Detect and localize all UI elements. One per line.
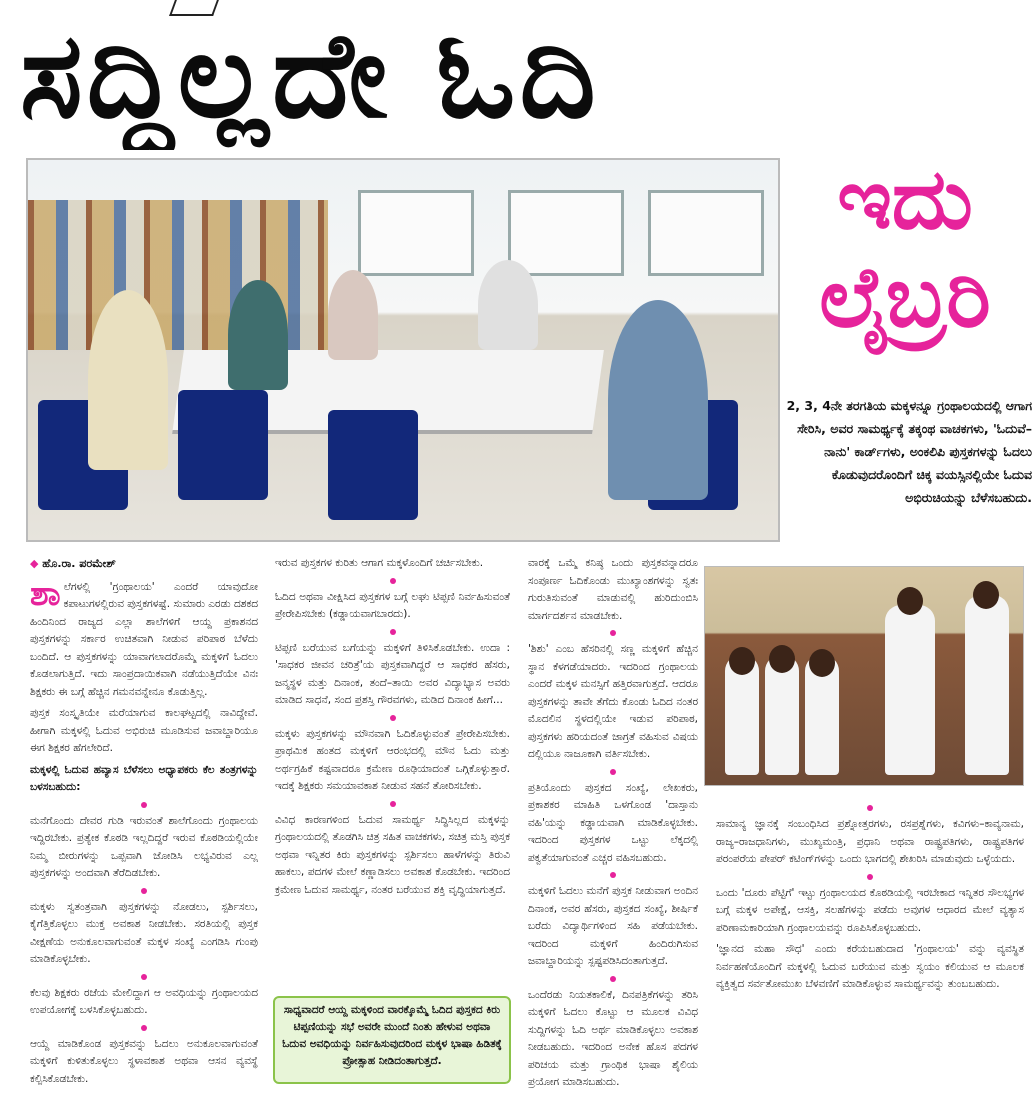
author-name: ಹೊ.ರಾ. ಪರಮೇಶ್ [42, 557, 116, 570]
window [648, 190, 764, 276]
paragraph: 'ಶಿಶು' ಎಂಬ ಹೆಸರಿನಲ್ಲಿ ಸಣ್ಣ ಮಕ್ಕಳಿಗೆ ಹೆಚ್ಚಿನ ಸ್ಥಾನ ಕೆಳಗಡೆಯಾದರು. ಇದರಿಂದ ಗ್ರಂಥಾಲಯ ಎಂದರೆ ಮಕ್ಕಳ ಮನಸ್ಸಿಗೆ ಹತ್ತಿರವಾಗುತ್ತದೆ. ಆದರೂ ಪುಸ್ತಕಗಳನ್ನು ತಾವೇ ತೆಗೆದು ಕೊಂಡು ಓದಿದ ನಂತರ ಮೊದಲಿನ ಸ್ಥಳದಲ್ಲಿಯೇ ಇಡುವ ಪರಿಪಾಠ, ಪುಸ್ತಕಗಳು ಹರಿಯದಂತೆ ಜಾಗ್ರತೆ ವಹಿಸುವ ವಿಷಯ ದಲ್ಲಿಯೂ ನಾಜೂಕಾಗಿ ವರ್ತಿಸಬೇಕು. [528, 643, 698, 760]
photo-caption: 2, 3, 4ನೇ ತರಗತಿಯ ಮಕ್ಕಳನ್ನೂ ಗ್ರಂಥಾಲಯದಲ್ಲಿ ಆಗಾಗ ಸೇರಿಸಿ, ಅವರ ಸಾಮರ್ಥ್ಯಕ್ಕೆ ತಕ್ಕಂಥ ವಾಚಕಗಳು, 'ಓದುವೆ–ನಾನು' ಕಾರ್ಡ್‌ಗಳು, ಅಂಕಲಿಪಿ ಪುಸ್ತಕಗಳನ್ನು ಓದಲು ಕೊಡುವುದರೊಂದಿಗೆ ಚಿಕ್ಕ ವಯಸ್ಸಿನಲ್ಲಿಯೇ ಓದುವ ಅಭಿರುಚಿಯನ್ನು ಬೆಳೆಸಬಹುದು. [786, 398, 1032, 505]
paragraph: ಒಂದು 'ದೂರು ಪೆಟ್ಟಿಗೆ' ಇಟ್ಟು ಗ್ರಂಥಾಲಯದ ಕೊಠಡಿಯಲ್ಲಿ ಇರಬೇಕಾದ ಇನ್ನಿತರ ಸೌಲಭ್ಯಗಳ ಬಗ್ಗೆ ಮಕ್ಕಳ ಅಪೇಕ್ಷೆ, ಆಸಕ್ತಿ, ಸಲಹೆಗಳನ್ನು ಪಡೆದು ಅವುಗಳ ಆಧಾರದ ಮೇಲೆ ವ್ಯತ್ಯಾಸ ಪರಿಣಾಮಕಾರಿಯಾಗಿ ಗ್ರಂಥಾಲಯವನ್ನು ರೂಪಿಸಿಕೊಳ್ಳಬಹುದು. [716, 886, 1024, 934]
chair [178, 390, 268, 500]
paragraph: ಆಯ್ದೆ ಮಾಡಿಕೊಂಡ ಪುಸ್ತಕವನ್ನು ಓದಲು ಅನುಕೂಲವಾಗುವಂತೆ ಮಕ್ಕಳಿಗೆ ಕುಳಿತುಕೊಳ್ಳಲು ಸ್ಥಳಾವಕಾಶ ಅಥವಾ ಆಸನ ವ್ಯವಸ್ಥೆ ಕಲ್ಪಿಸಿಕೊಡಬೇಕು. [30, 1037, 258, 1085]
person [608, 300, 708, 500]
bullet-icon [141, 802, 147, 808]
bullet-icon [867, 805, 873, 811]
paragraph: ಪುಸ್ತಕ ಸಂಸ್ಕೃತಿಯೇ ಮರೆಯಾಗುವ ಕಾಲಘಟ್ಟದಲ್ಲಿ ನಾವಿದ್ದೇವೆ. ಹೀಗಾಗಿ ಮಕ್ಕಳಲ್ಲಿ ಓದುವ ಅಭಿರುಚಿ ಮೂಡಿಸುವ ಜವಾಬ್ದಾರಿಯೂ ಈಗ ಶಿಕ್ಷಕರ ಹೆಗಲೇರಿದೆ. [30, 707, 258, 754]
paragraph: ವಿವಿಧ ಕಾರಣಗಳಿಂದ ಓದುವ ಸಾಮರ್ಥ್ಯ ಸಿದ್ಧಿಸಿಲ್ಲದ ಮಕ್ಕಳನ್ನು ಗ್ರಂಥಾಲಯದಲ್ಲಿ ತೊಡಗಿಸಿ ಚಿತ್ರ ಸಹಿತ ವಾಚಕಗಳು, ಸಚಿತ್ರ ಮಸ್ತಿ ಪುಸ್ತಕ ಅಥವಾ ಇನ್ನಿತರ ಕಿರು ಪುಸ್ತಕಗಳನ್ನು ಸ್ಪರ್ಶಿಸಲು ಹಾಳೆಗಳನ್ನು ತಿರುವಿ ಹಾಕಲು, ಪದಗಳ ಮೇಲೆ ಕಣ್ಣಾಡಿಸಲು ಅವಕಾಶ ಕೊಡಬೇಕು. ಇದರಿಂದ ಕ್ರಮೇಣ ಓದುವ ಸಾಮರ್ಥ್ಯ, ನಂತರ ಬರೆಯುವ ಶಕ್ತಿ ವೃದ್ಧಿಯಾಗುತ್ತದೆ. [275, 813, 510, 896]
window [358, 190, 474, 276]
subheadline-line-1: ಇದು [837, 150, 973, 248]
paragraph: ಓದಿದ ಅಥವಾ ವೀಕ್ಷಿಸಿದ ಪುಸ್ತಕಗಳ ಬಗ್ಗೆ ಲಘು ಟಿಪ್ಪಣಿ ನಿರ್ವಹಿಸುವಂತೆ ಪ್ರೇರೇಪಿಸಬೇಕು (ಕಡ್ಡಾಯವಾಗಬಾರದು). [275, 590, 510, 620]
child-head [729, 647, 755, 675]
paragraph: ಒಂದೆರಡು ನಿಯತಕಾಲಿಕೆ, ದಿನಪತ್ರಿಕೆಗಳನ್ನು ತರಿಸಿ ಮಕ್ಕಳಿಗೆ ಓದಲು ಕೊಟ್ಟು ಆ ಮೂಲಕ ವಿವಿಧ ಸುದ್ದಿಗಳನ್ನು ಓದಿ ಅರ್ಥ ಮಾಡಿಕೊಳ್ಳಲು ಅವಕಾಶ ನೀಡಬಹುದು. ಇದರಿಂದ ಅನೇಕ ಹೊಸ ಪದಗಳ ಪರಿಚಯ ಮತ್ತು ಗ್ರಾಂಥಿಕ ಭಾಷಾ ಶೈಲಿಯ ಪ್ರಯೋಗ ಮಾಡಿಸಬಹುದು. [528, 988, 698, 1088]
highlight-box: ಸಾಧ್ಯವಾದರೆ ಆಯ್ದ ಮಕ್ಕಳಿಂದ ವಾರಕ್ಕೊಮ್ಮೆ ಓದಿದ ಪುಸ್ತಕದ ಕಿರು ಟಿಪ್ಪಣಿಯನ್ನು ಸಭೆ ಅವರೇ ಮುಂದೆ ನಿಂತು ಹೇಳುವ ಅಥವಾ ಓದುವ ಅವಧಿಯನ್ನು ನಿರ್ವಹಿಸುವುದರಿಂದ ಮಕ್ಕಳ ಭಾಷಾ ಹಿಡಿತಕ್ಕೆ ಪ್ರೋತ್ಸಾಹ ನೀಡಿದಂತಾಗುತ್ತದೆ. [273, 996, 511, 1084]
paragraph: ಕೆಲವು ಶಿಕ್ಷಕರು ರಜೆಯ ಮೇಲಿದ್ದಾಗ ಆ ಅವಧಿಯನ್ನು ಗ್ರಂಥಾಲಯದ ಉಪಯೋಗಕ್ಕೆ ಬಳಸಿಕೊಳ್ಳಬಹುದು. [30, 986, 258, 1016]
window [508, 190, 624, 276]
bullet-icon [390, 578, 396, 584]
column-4 [716, 800, 1024, 998]
column-1 [30, 555, 258, 1092]
teacher-head [973, 581, 999, 609]
bullet-icon [390, 629, 396, 635]
paragraph: ಪ್ರತಿಯೊಂದು ಪುಸ್ತಕದ ಸಂಖ್ಯೆ, ಲೇಖಕರು, ಪ್ರಕಾಶಕರ ಮಾಹಿತಿ ಒಳಗೊಂಡ 'ದಾಸ್ತಾನು ವಹಿ'ಯನ್ನು ಕಡ್ಡಾಯವಾಗಿ ಮಾಡಿಕೊಳ್ಳಬೇಕು. ಇದರಿಂದ ಪುಸ್ತಕಗಳ ಒಟ್ಟು ಲೆಕ್ಕದಲ್ಲಿ ಪಕ್ವತೆಯಾಗುವಂತೆ ಎಚ್ಚರ ವಹಿಸಬಹುದು. [528, 781, 698, 864]
bullet-icon [610, 769, 616, 775]
bullet-icon [867, 874, 873, 880]
person [478, 260, 538, 350]
subheadline-line-2: ಲೈಬ್ರರಿ [819, 248, 991, 346]
paragraph: ಸಾಮಾನ್ಯ ಜ್ಞಾನಕ್ಕೆ ಸಂಬಂಧಿಸಿದ ಪ್ರಶ್ನೋತ್ತರಗಳು, ರಸಪ್ರಶ್ನೆಗಳು, ಕವಿಗಳು–ಕಾವ್ಯನಾಮ, ರಾಜ್ಯ–ರಾಜಧಾನಿಗಳು, ಮುಖ್ಯಮಂತ್ರಿ, ಪ್ರಧಾನಿ ಅಥವಾ ರಾಷ್ಟ್ರಪತಿಗಳು, ರಾಷ್ಟ್ರಪತಿಗಳ ಪರಂಪರೆಯ ಪೇಪರ್ ಕಟಿಂಗ್‌ಗಳನ್ನು ಒಂದು ಭಾಗದಲ್ಲಿ ಶೇಖರಿಸಿ ಮಾಡುವುದು ಒಳ್ಳೆಯದು. [716, 818, 1024, 865]
paragraph: ವಾರಕ್ಕೆ ಒಮ್ಮೆ ಕನಿಷ್ಠ ಒಂದು ಪುಸ್ತಕವನ್ನಾದರೂ ಸಂಪೂರ್ಣ ಓದಿಕೊಂಡು ಮುಖ್ಯಾಂಶಗಳನ್ನು ಸ್ವತಃ ಗುರುತಿಸುವಂತೆ ಮಾಡುವಲ್ಲಿ ಹುರಿದುಂಬಿಸಿ ಮಾರ್ಗದರ್ಶನ ಮಾಡಬೇಕು. [528, 557, 698, 622]
paragraph: ಮಕ್ಕಳಿಗೆ ಓದಲು ಮನೆಗೆ ಪುಸ್ತಕ ನೀಡುವಾಗ ಅಂದಿನ ದಿನಾಂಕ, ಅವರ ಹೆಸರು, ಪುಸ್ತಕದ ಸಂಖ್ಯೆ, ಶೀರ್ಷಿಕೆ ಬರೆದು ವಿದ್ಯಾರ್ಥಿಗಳಿಂದ ಸಹಿ ಪಡೆಯಬೇಕು. ಇದರಿಂದ ಮಕ್ಕಳಿಗೆ ಹಿಂದಿರುಗಿಸುವ ಜವಾಬ್ದಾರಿಯನ್ನು ಸ್ಪಷ್ಟಪಡಿಸಿದಂತಾಗುತ್ತದೆ. [528, 885, 698, 967]
column-3 [528, 555, 698, 1096]
page-title: ಸದ್ದಿಲ್ಲದೇ ಓದಿ [20, 6, 600, 144]
paragraph-bold: ಮಕ್ಕಳಲ್ಲಿ ಓದುವ ಹವ್ಯಾಸ ಬೆಳೆಸಲು ಅಧ್ಯಾಪಕರು ಕೆಲ ತಂತ್ರಗಳನ್ನು ಬಳಸಬಹುದು: [30, 763, 258, 793]
paragraph: ಮಕ್ಕಳು ಪುಸ್ತಕಗಳನ್ನು ಮೌನವಾಗಿ ಓದಿಕೊಳ್ಳುವಂತೆ ಪ್ರೇರೇಪಿಸಬೇಕು. ಪ್ರಾಥಮಿಕ ಹಂತದ ಮಕ್ಕಳಿಗೆ ಆರಂಭದಲ್ಲಿ ಮೌನ ಓದು ಮತ್ತು ಅರ್ಥಗ್ರಹಿಕೆ ಕಷ್ಟವಾದರೂ ಕ್ರಮೇಣ ರೂಢಿಯಾದಂತೆ ಒಗ್ಗಿಕೊಳ್ಳುತ್ತಾರೆ. ಇದಕ್ಕೆ ಶಿಕ್ಷಕರು ಸಮಯಾವಕಾಶ ನೀಡುವ ಸಹನೆ ತೋರಿಸಬೇಕು. [275, 727, 510, 792]
paragraph: ಲೆಗಳಲ್ಲಿ 'ಗ್ರಂಥಾಲಯ' ಎಂದರೆ ಯಾವುದೋ ಕಪಾಟುಗಳಲ್ಲಿರುವ ಪುಸ್ತಕಗಳಷ್ಟೆ. ಸುಮಾರು ಎರಡು ದಶಕದ ಹಿಂದಿನಿಂದ ರಾಜ್ಯದ ಎಲ್ಲಾ ಶಾಲೆಗಳಿಗೆ ಆಯ್ದ ಪ್ರಕಾಶನದ ಪುಸ್ತಕಗಳನ್ನು ಸರ್ಕಾರ ಉಚಿತವಾಗಿ ನೀಡುವ ಪರಿಪಾಠ ಬೆಳೆದು ಬಂದಿದೆ. ಆ ಪುಸ್ತಕಗಳನ್ನು ಯಾವಾಗಲಾದರೊಮ್ಮೆ ಮಕ್ಕಳಿಗೆ ಓದಲು ಕೊಡಲಾಗುತ್ತಿದೆ. ಇದು ಸಾಂಪ್ರದಾಯಿಕವಾಗಿ ನಡೆಯುತ್ತಿದೆಯೇ ವಿನಃ ಶಿಕ್ಷಕರು ಈ ಬಗ್ಗೆ ಹೆಚ್ಚಿನ ಗಮನವನ್ನೇನೂ ಕೊಡುತ್ತಿಲ್ಲ. [30, 580, 258, 698]
teacher [885, 605, 935, 775]
chair [328, 410, 418, 520]
paragraph: ಟಿಪ್ಪಣಿ ಬರೆಯುವ ಬಗೆಯನ್ನು ಮಕ್ಕಳಿಗೆ ತಿಳಿಸಿಕೊಡಬೇಕು. ಉದಾ : 'ಸಾಧಕರ ಜೀವನ ಚರಿತ್ರೆ'ಯ ಪುಸ್ತಕವಾಗಿದ್ದರೆ ಆ ಸಾಧಕರ ಹೆಸರು, ಜನ್ಮಸ್ಥಳ ಮತ್ತು ದಿನಾಂಕ, ತಂದೆ–ತಾಯಿ ಅವರ ವಿದ್ಯಾಭ್ಯಾಸ ಅವರು ಮಾಡಿದ ಸಾಧನೆ, ಸಂದ ಪ್ರಶಸ್ತಿ ಗೌರವಗಳು, ಮಡಿದ ದಿನಾಂಕ ಹೀಗೆ... [275, 641, 510, 706]
teacher [965, 595, 1009, 775]
person [328, 270, 378, 360]
bullet-icon [390, 715, 396, 721]
paragraph: ಮನೆಗೊಂದು ದೇವರ ಗುಡಿ ಇರುವಂತೆ ಶಾಲೆಗೊಂದು ಗ್ರಂಥಾಲಯ ಇದ್ದಿರಬೇಕು. ಪ್ರತ್ಯೇಕ ಕೊಠಡಿ ಇಲ್ಲದಿದ್ದರೆ ಇರುವ ಕೊಠಡಿಯಲ್ಲಿಯೇ ನಿಮ್ಮ ಬೀರುಗಳನ್ನು ಒಪ್ಪವಾಗಿ ಜೋಡಿಸಿ ಲಭ್ಯವಿರುವ ಎಲ್ಲ ಪುಸ್ತಕಗಳನ್ನು ಅಂದವಾಗಿ ತೆರೆದಿಡಬೇಕು. [30, 814, 258, 879]
paragraph: 'ಜ್ಞಾನದ ಮಹಾ ಸೌಧ' ಎಂದು ಕರೆಯಬಹುದಾದ 'ಗ್ರಂಥಾಲಯ' ವನ್ನು ವ್ಯವಸ್ಥಿತ ನಿರ್ವಹಣೆಯೊಂದಿಗೆ ಮಕ್ಕಳಲ್ಲಿ ಓದುವ ಬರೆಯುವ ಮತ್ತು ಸ್ವಯಂ ಕಲಿಯುವ ಆ ಮೂಲಕ ವ್ಯಕ್ತಿತ್ವದ ಸರ್ವತೋಮುಖ ಬೆಳವಣಿಗೆ ಮಾಡಿಕೊಳ್ಳುವ ಸಾಮರ್ಥ್ಯವನ್ನು ತುಂಬಬಹುದು. [716, 943, 1024, 990]
child-head [809, 649, 835, 677]
drop-cap: ಶಾ [30, 573, 61, 614]
bullet-icon [390, 801, 396, 807]
paragraph: ಇರುವ ಪುಸ್ತಕಗಳ ಕುರಿತು ಆಗಾಗ ಮಕ್ಕಳೊಂದಿಗೆ ಚರ್ಚಿಸಬೇಕು. [275, 557, 484, 569]
bullet-icon [141, 974, 147, 980]
bullet-icon [141, 888, 147, 894]
column-2 [275, 555, 510, 903]
library-photo [26, 158, 780, 542]
bullet-icon [610, 976, 616, 982]
bullet-icon [610, 872, 616, 878]
bullet-icon [141, 1025, 147, 1031]
subheadline [780, 150, 1030, 346]
paragraph: ಮಕ್ಕಳು ಸ್ವತಂತ್ರವಾಗಿ ಪುಸ್ತಕಗಳನ್ನು ನೋಡಲು, ಸ್ಪರ್ಶಿಸಲು, ಕೈಗೆತ್ತಿಕೊಳ್ಳಲು ಮುಕ್ತ ಅವಕಾಶ ನೀಡಬೇಕು. ಸರತಿಯಲ್ಲಿ ಪುಸ್ತಕ ವೀಕ್ಷಣೆಯ ಅನುಕೂಲವಾಗುವಂತೆ ಮಕ್ಕಳ ಸಂಖ್ಯೆ ಎಂಗಡಿಸಿ ಗುಂಪು ಮಾಡಿಕೊಳ್ಳಬೇಕು. [30, 900, 258, 965]
teacher-head [897, 587, 923, 615]
bullet-icon [610, 630, 616, 636]
children-library-photo [704, 566, 1024, 786]
child [765, 655, 799, 775]
byline: ◆ ಹೊ.ರಾ. ಪರಮೇಶ್ [30, 557, 116, 570]
person [88, 290, 168, 470]
person [228, 280, 288, 390]
child-head [769, 645, 795, 673]
